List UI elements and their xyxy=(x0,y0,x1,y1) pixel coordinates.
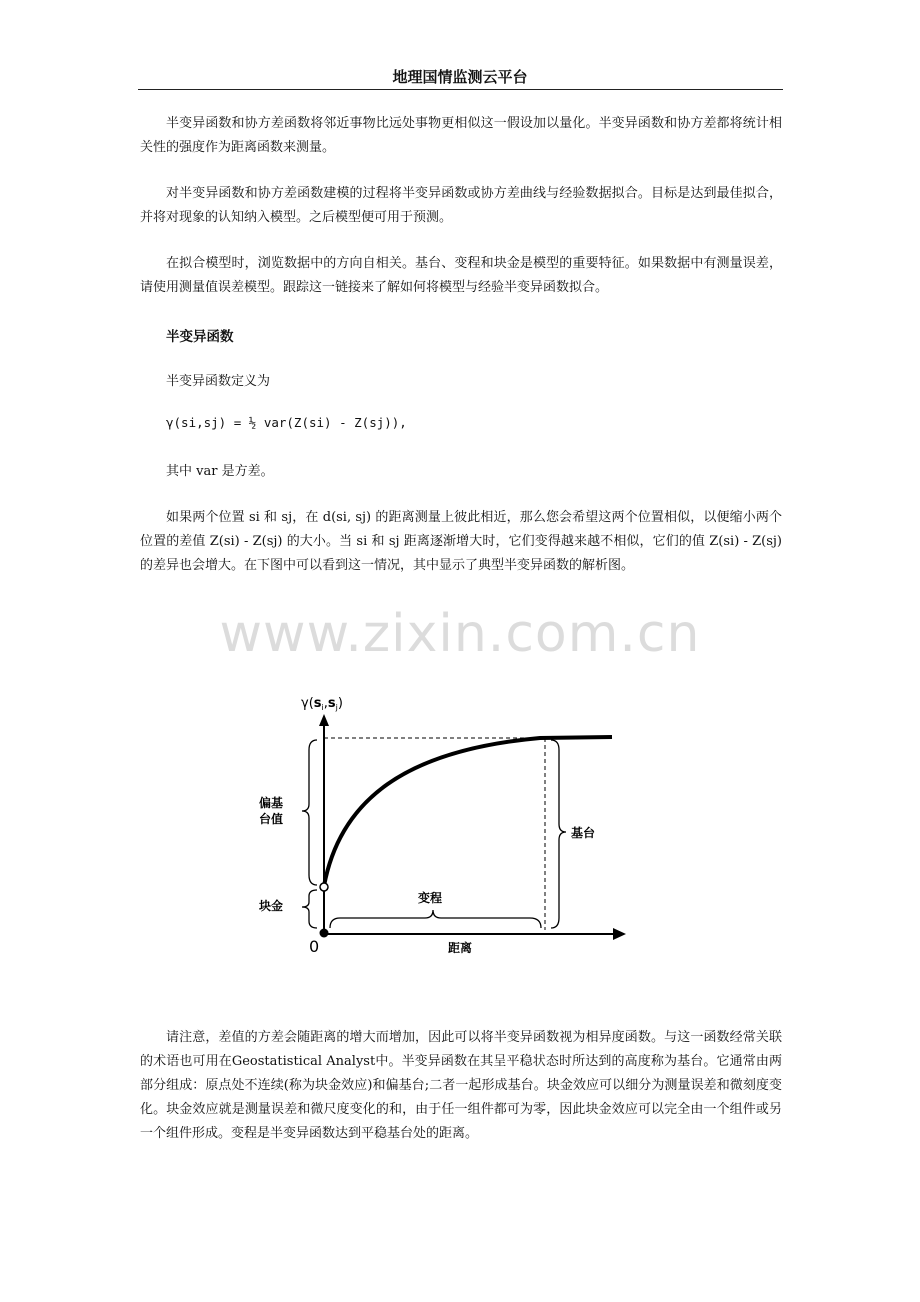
origin-label: 0 xyxy=(309,937,320,956)
x-axis-arrow xyxy=(613,928,626,940)
range-label: 变程 xyxy=(418,891,443,905)
partial-sill-brace xyxy=(302,740,317,885)
paragraph-intro: 半变异函数和协方差函数将邻近事物比远处事物更相似这一假设加以量化。半变异函数和协方差都将统计相关性的强度作为距离函数来测量。 xyxy=(140,116,782,155)
origin-point xyxy=(320,929,329,938)
semivariogram-curve xyxy=(324,737,612,886)
watermark: www.zixin.com.cn xyxy=(219,604,701,664)
range-brace xyxy=(330,910,541,928)
paragraph-summary: 请注意，差值的方差会随距离的增大而增加，因此可以将半变异函数视为相异度函数。与这一函数经常关联的术语也可用在Geostatistical Analyst中。半变异函数在其呈平稳状态时所达到的高度称为基台。它通常由两部分组成：原点处不连续(称为块金效应)和偏基台;二者一起形成基台。块金效应可以细分为测量误差和微刻度变化。块金效应就是测量误差和微尺度变化的和，由于任一组件都可为零，因此块金效应可以完全由一个组件或另一个组件形成。变程是半变异函数达到平稳基台处的距离。 xyxy=(140,1030,782,1141)
partial-sill-label-line1: 偏基 xyxy=(259,796,284,810)
page-title: 地理国情监测云平台 xyxy=(392,68,528,86)
paragraph-explanation: 如果两个位置 si 和 sj，在 d(si, sj) 的距离测量上彼此相近，那么您会希望这两个位置相似，以便缩小两个位置的差值 Z(si) - Z(sj) 的大小。当 si 和 sj 距离逐渐增大时，它们变得越来越不相似，它们的值 Z(si) - Z(sj) 的差异也会增大。在下图中可以看到这一情况，其中显示了典型半变异函数的解析图。 xyxy=(140,510,782,573)
x-axis-label: 距离 xyxy=(448,941,473,955)
nugget-label: 块金 xyxy=(259,899,284,913)
paragraph-fitting: 在拟合模型时，浏览数据中的方向自相关。基台、变程和块金是模型的重要特征。如果数据中有测量误差，请使用测量值误差模型。跟踪这一链接来了解如何将模型与经验半变异函数拟合。 xyxy=(140,256,782,295)
variance-note: 其中 var 是方差。 xyxy=(166,464,274,479)
partial-sill-label-line2: 台值 xyxy=(259,812,284,826)
nugget-brace xyxy=(302,890,317,928)
y-axis-label: $\gamma(s_i,s_j)$ xyxy=(301,696,343,712)
nugget-open-point xyxy=(320,883,328,891)
header-divider xyxy=(138,89,783,90)
formula: γ(si,sj) = ½ var(Z(si) - Z(sj)), xyxy=(166,415,407,430)
sill-label: 基台 xyxy=(571,826,596,840)
section-heading: 半变异函数 xyxy=(166,329,234,345)
y-axis-arrow xyxy=(319,714,329,726)
sill-brace xyxy=(551,740,566,928)
paragraph-modeling: 对半变异函数和协方差函数建模的过程将半变异函数或协方差曲线与经验数据拟合。目标是达到最佳拟合，并将对现象的认知纳入模型。之后模型便可用于预测。 xyxy=(140,186,782,225)
semivariogram-figure xyxy=(245,680,645,960)
definition-intro: 半变异函数定义为 xyxy=(166,374,271,389)
